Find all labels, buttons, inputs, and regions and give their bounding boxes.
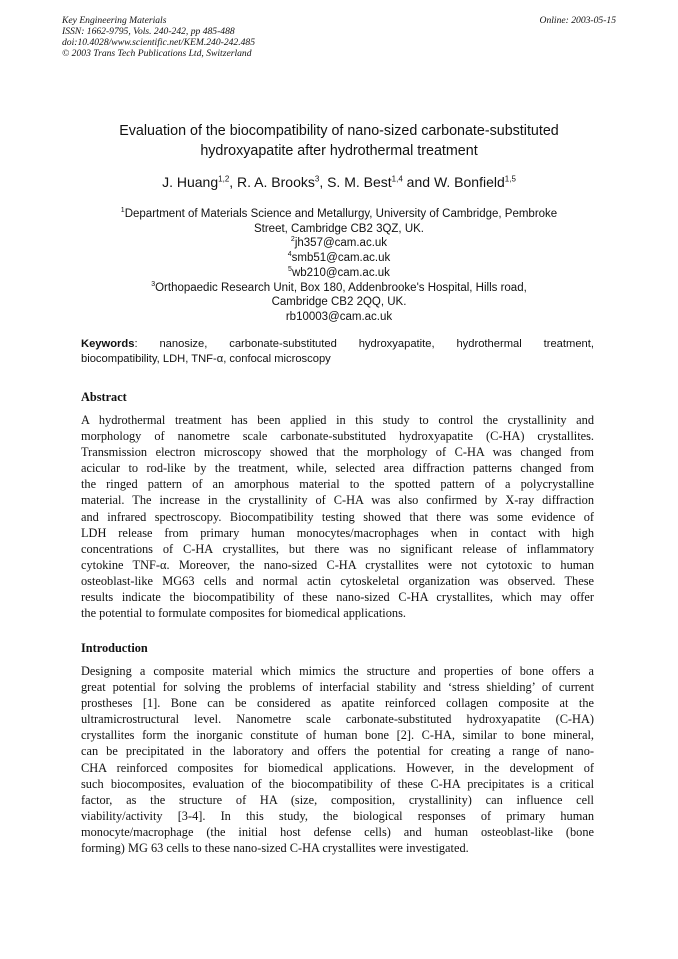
email-2	[90, 236, 588, 251]
author-affil-sup: 1,2	[218, 174, 230, 184]
email-5	[90, 266, 588, 281]
affil-sup: 2	[290, 236, 295, 244]
text-line: the ringed pattern of an amorphous material to the spotted pattern of a polycrystalline	[81, 477, 594, 492]
journal-name: Key Engineering Materials	[62, 15, 167, 26]
text-line: great potential for solving the problems of interfacial stability and ‘stress shielding’ of current	[81, 680, 594, 695]
email-text: smb51@cam.ac.uk	[291, 252, 391, 265]
text-line: such biocomposites, evaluation of the biocompatibility of these C-HA precipitates is a critical	[81, 776, 594, 791]
introduction-body	[81, 663, 594, 856]
text-line: osteoblast-like MG63 cells and normal actin cytoskeletal organization was observed. These	[81, 573, 594, 588]
affil-sup: 3	[151, 280, 156, 288]
email-3: rb10003@cam.ac.uk	[285, 310, 393, 323]
keywords-block	[81, 337, 594, 367]
text-line: LDH release from primary human monocytes/macrophages when in contact with high	[81, 525, 594, 540]
email-4	[90, 251, 588, 266]
affil-sup: 4	[287, 251, 292, 259]
text-line: can be precipitated in the laboratory and offers the potential for creating a range of nano-	[81, 744, 594, 759]
affil-text: Department of Materials Science and Metallurgy, University of Cambridge, Pembroke	[124, 208, 558, 220]
text-line: prostheses [1]. Bone can be considered as apatite reinforced collagen composite at the	[81, 696, 594, 711]
affiliation-3-cont: Cambridge CB2 2QQ, UK.	[271, 296, 407, 309]
text-line: the potential to formulate composites for biomedical applications.	[81, 606, 406, 621]
text-line: Designing a composite material which mimics the structure and properties of bone offers a	[81, 664, 594, 678]
text-line: material. The increase in the crystallinity of C-HA was also confirmed by X-ray diffraction	[81, 493, 594, 508]
email-text: jh357@cam.ac.uk	[294, 237, 388, 250]
author-affil-sup: 1,5	[504, 174, 516, 184]
affil-text: Orthopaedic Research Unit, Box 180, Addenbrooke's Hospital, Hills road,	[155, 281, 527, 294]
text-line: ultramicrostructural level. Nanometre scale carbonate-substituted hydroxyapatite (C-HA)	[81, 712, 594, 727]
abstract-body	[81, 412, 594, 621]
text-line: Transmission electron microscopy showed that the morphology of C-HA was changed from	[81, 445, 594, 460]
keywords-line-1	[81, 337, 594, 352]
text-line: A hydrothermal treatment has been applied in this study to control the crystallinity and	[81, 413, 594, 427]
email-text: wb210@cam.ac.uk	[291, 266, 390, 279]
author-list	[60, 173, 618, 191]
affiliations	[90, 207, 588, 325]
affil-sup: 1	[120, 207, 125, 215]
author-name: W. Bonfield	[433, 174, 505, 190]
title-line-1: Evaluation of the biocompatibility of nano-sized carbonate-substituted	[119, 123, 559, 139]
text-line: results indicate the biocompatibility of these nano-sized C-HA crystallites, which may offer	[81, 590, 594, 605]
author-name: R. A. Brooks	[237, 174, 315, 190]
keywords-label: Keywords	[81, 338, 135, 350]
online-date: Online: 2003-05-15	[539, 15, 616, 26]
affiliation-3	[90, 281, 588, 296]
text-line: crystallites form the inorganic constitute of human bone [2]. C-HA, similar to bone mineral,	[81, 728, 594, 743]
author-separator: and	[402, 174, 434, 190]
keywords-line-2: biocompatibility, LDH, TNF-α, confocal microscopy	[81, 353, 331, 365]
title-line-2: hydroxyapatite after hydrothermal treatment	[200, 143, 478, 159]
author-name: S. M. Best	[327, 174, 392, 190]
text-line: concentrations of C-HA crystallites, but there was no significant release of inflammatory	[81, 541, 594, 556]
text-line: forming) MG 63 cells to these nano-sized C-HA crystallites were investigated.	[81, 841, 469, 856]
issn-line: ISSN: 1662-9795, Vols. 240-242, pp 485-488	[62, 26, 235, 37]
introduction-heading: Introduction	[81, 641, 148, 655]
text-line: cytokine TNF-α. Moreover, the nano-sized C-HA crystallites were not cytotoxic to human	[81, 557, 594, 572]
doi-line: doi:10.4028/www.scientific.net/KEM.240-242.485	[62, 37, 256, 48]
affil-sup: 5	[288, 265, 292, 273]
text-line: factor, as the structure of HA (size, composition, crystallinity) can influence cell	[81, 792, 594, 807]
keywords-text: : nanosize, carbonate-substituted hydroxyapatite, hydrothermal treatment,	[134, 338, 594, 350]
paper-title	[70, 121, 608, 161]
abstract-heading: Abstract	[81, 390, 127, 404]
text-line: acicular to rod-like by the treatment, while, selected area diffraction patterns changed from	[81, 461, 594, 476]
text-line: viability/activity [3-4]. In this study, the biological responses of primary human	[81, 808, 594, 823]
author-affil-sup: 1,4	[391, 174, 403, 184]
text-line: monocyte/macrophage (the initial host defense cells) and human osteoblast-like (bone	[81, 824, 594, 839]
text-line: and infrared spectroscopy. Biocompatibility testing showed that there was some evidence of	[81, 509, 594, 524]
copyright-line: © 2003 Trans Tech Publications Ltd, Switzerland	[62, 48, 252, 59]
affiliation-1-cont: Street, Cambridge CB2 3QZ, UK.	[253, 222, 424, 235]
author-affil-sup: 3	[314, 174, 320, 184]
author-separator: ,	[229, 174, 238, 190]
author-name: J. Huang	[162, 174, 219, 190]
journal-header	[62, 15, 616, 59]
affiliation-1	[90, 207, 588, 222]
text-line: CHA reinforced composites for biomedical applications. However, in the development of	[81, 760, 594, 775]
author-separator: ,	[319, 174, 328, 190]
text-line: morphology of nanometre scale carbonate-substituted hydroxyapatite (C-HA) crystallites.	[81, 429, 594, 444]
